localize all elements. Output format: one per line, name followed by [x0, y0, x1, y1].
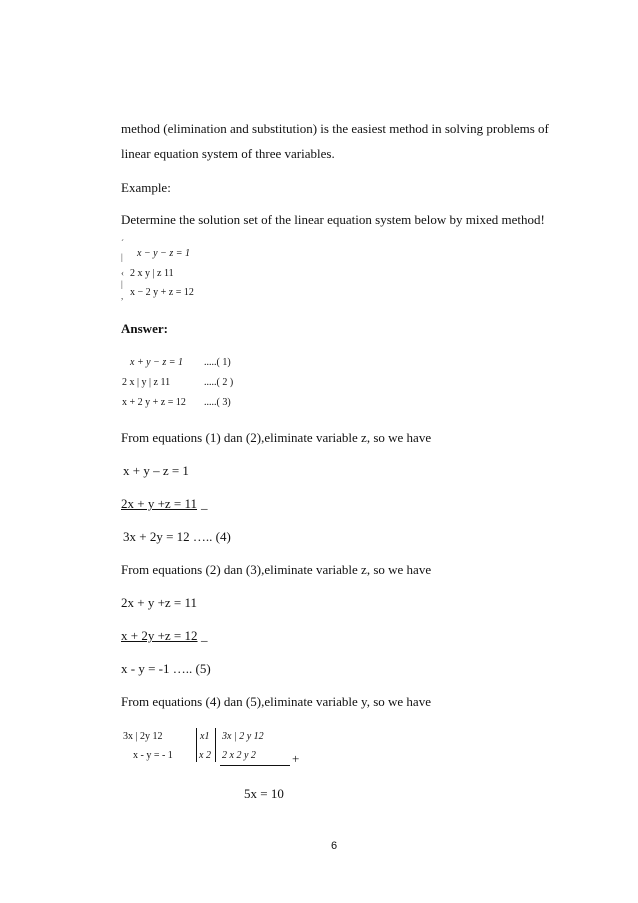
step2-line-3: x - y = -1 ….. (5): [121, 661, 211, 676]
step3-text: From equations (4) dan (5),eliminate variable y, so we have: [121, 694, 431, 709]
answer-equation-1-number: .....( 1): [204, 357, 231, 368]
brace-vertical-top: |: [121, 252, 123, 262]
step3-sum-line: [220, 765, 290, 766]
step2-text: From equations (2) dan (3),eliminate variable z, so we have: [121, 562, 432, 577]
answer-equation-2: 2 x | y | z 11: [122, 377, 171, 388]
step3-divider-right: [215, 728, 216, 762]
page-number: 6: [331, 840, 338, 852]
answer-equation-3-number: .....( 3): [204, 397, 231, 408]
task-text: Determine the solution set of the linear equation system below by mixed method!: [121, 212, 545, 227]
step3-left-equation-2: x - y = - 1: [133, 750, 173, 761]
step1-text: From equations (1) dan (2),eliminate variable z, so we have: [121, 430, 432, 445]
step1-line-3: 3x + 2y = 12 ….. (4): [123, 529, 231, 544]
step1-subtract-sign: _: [201, 496, 208, 511]
brace-middle: ‹: [121, 268, 124, 278]
system-equation-3: x − 2 y + z = 12: [130, 287, 194, 298]
step2-line-2: x + 2y +z = 12: [121, 628, 198, 643]
step3-multiplier-1: x1: [200, 731, 210, 742]
brace-bottom: ,: [121, 291, 124, 301]
step2-subtract-sign: _: [201, 628, 208, 643]
system-equation-1: x − y − z = 1: [137, 248, 191, 259]
intro-line-1: method (elimination and substitution) is the easiest method in solving problems of: [121, 121, 549, 136]
brace-vertical-bottom: |: [121, 279, 123, 289]
step2-line-1: 2x + y +z = 11: [121, 595, 198, 610]
example-label: Example:: [121, 180, 171, 195]
brace-top: ´: [121, 238, 124, 248]
step3-right-equation-1: 3x | 2 y 12: [222, 731, 264, 742]
step3-divider: [196, 728, 197, 762]
step3-add-sign: +: [292, 751, 300, 766]
answer-label: Answer:: [121, 321, 168, 336]
system-equation-2: 2 x y | z 11: [130, 268, 174, 279]
intro-line-2: linear equation system of three variables.: [121, 146, 335, 161]
step3-multiplier-2: x 2: [199, 750, 211, 761]
step1-line-1: x + y – z = 1: [123, 463, 189, 478]
answer-equation-1: x + y − z = 1: [130, 357, 184, 368]
step3-result: 5x = 10: [244, 786, 284, 801]
answer-equation-3: x + 2 y + z = 12: [122, 397, 186, 408]
step3-left-equation-1: 3x | 2y 12: [123, 731, 163, 742]
step3-right-equation-2: 2 x 2 y 2: [222, 750, 256, 761]
answer-equation-2-number: .....( 2 ): [204, 377, 234, 388]
step1-line-2: 2x + y +z = 11: [121, 496, 198, 511]
